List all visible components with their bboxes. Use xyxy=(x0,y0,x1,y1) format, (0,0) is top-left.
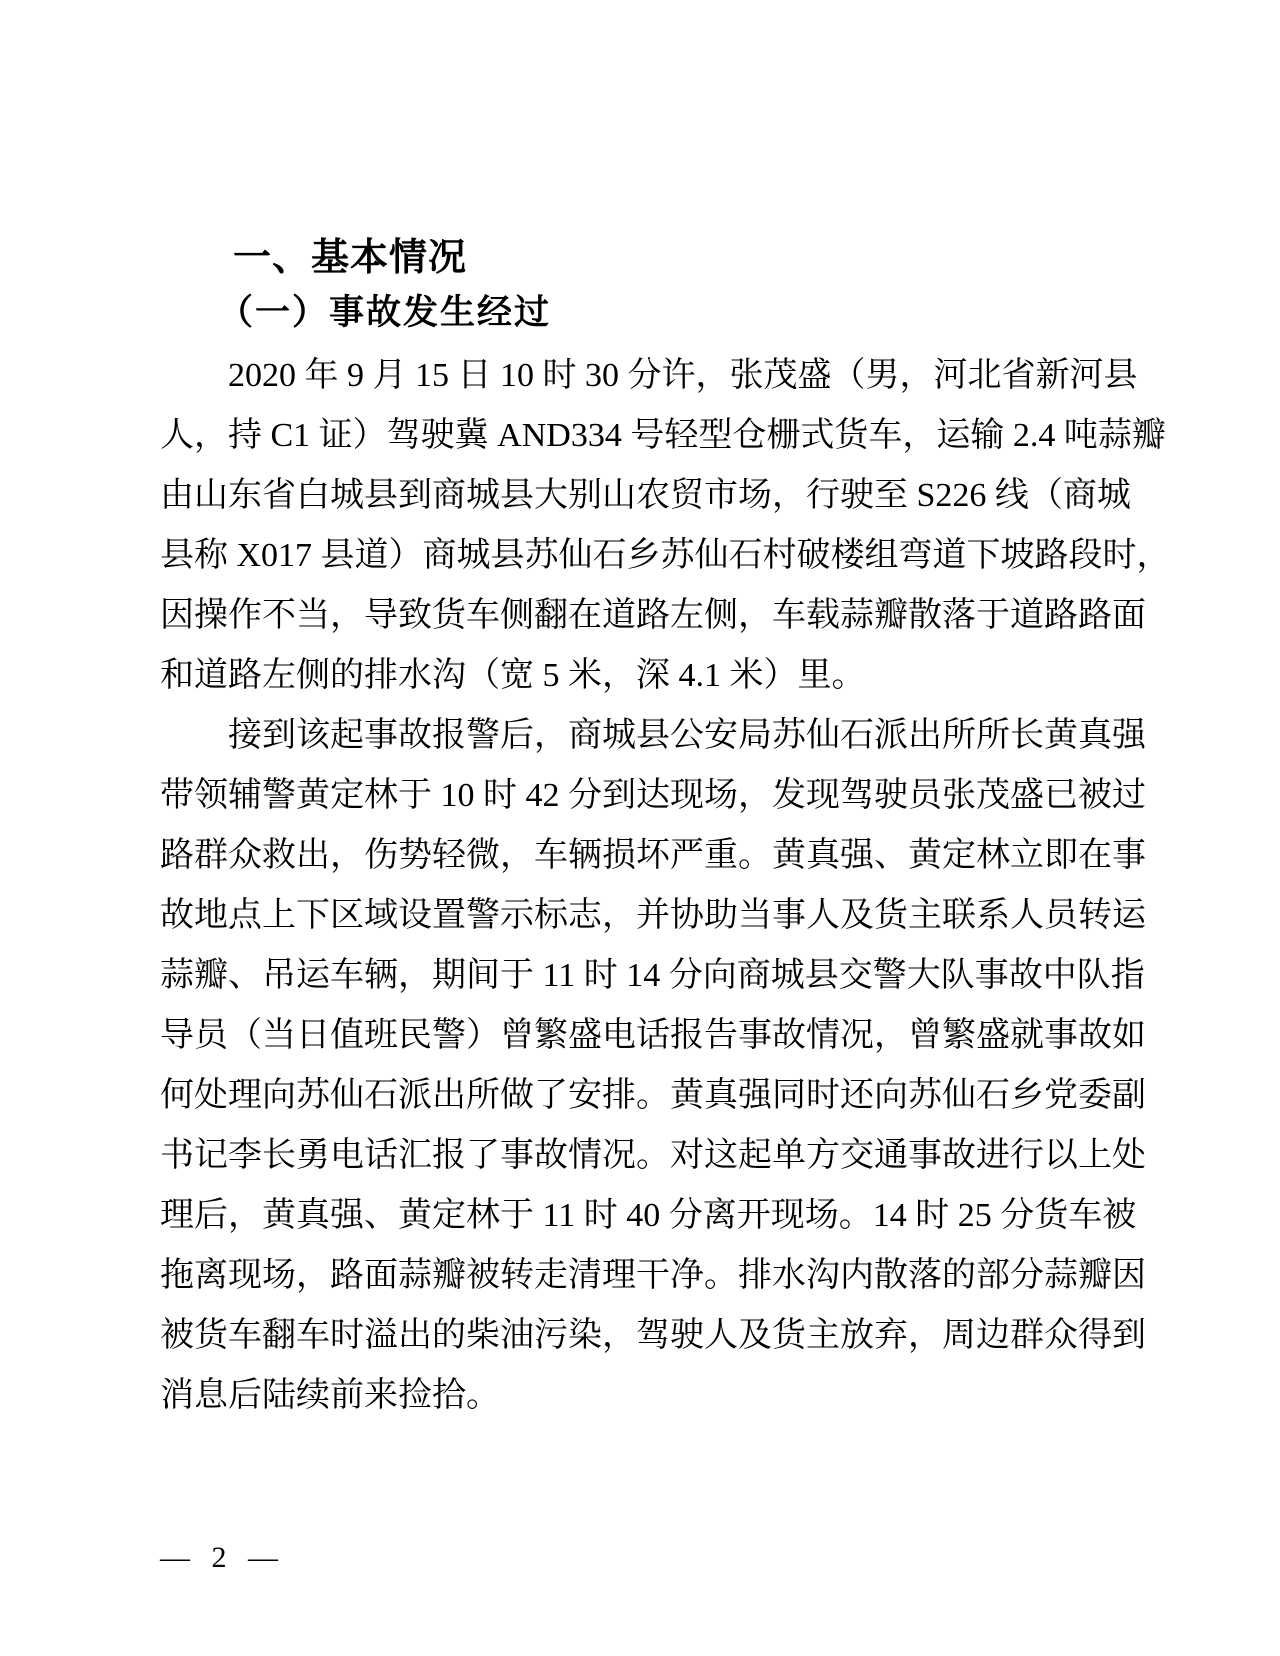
document-body xyxy=(160,235,1171,1426)
text-line: 人，持 C1 证）驾驶冀 AND334 号轻型仓栅式货车，运输 2.4 吨蒜瓣 xyxy=(160,417,1166,454)
text-line: 路群众救出，伤势轻微，车辆损坏严重。黄真强、黄定林立即在事 xyxy=(160,837,1146,874)
text-line: 因操作不当，导致货车侧翻在道路左侧，车载蒜瓣散落于道路路面 xyxy=(160,597,1146,634)
text-line: 县称 X017 县道）商城县苏仙石乡苏仙石村破楼组弯道下坡路段时， xyxy=(160,537,1171,574)
paragraph-police-response xyxy=(160,706,1146,1426)
paragraph-accident-course xyxy=(160,346,1171,706)
section-heading: 一、基本情况 xyxy=(233,237,468,279)
text-line: 书记李长勇电话汇报了事故情况。对这起单方交通事故进行以上处 xyxy=(160,1137,1146,1174)
text-line: 理后，黄真强、黄定林于 11 时 40 分离开现场。14 时 25 分货车被 xyxy=(160,1197,1137,1234)
text-line: 故地点上下区域设置警示标志，并协助当事人及货主联系人员转运 xyxy=(160,897,1146,934)
text-line: 消息后陆续前来捡拾。 xyxy=(160,1377,500,1414)
text-line: 被货车翻车时溢出的柴油污染，驾驶人及货主放弃，周边群众得到 xyxy=(160,1317,1146,1354)
text-line: 导员（当日值班民警）曾繁盛电话报告事故情况，曾繁盛就事故如 xyxy=(160,1017,1146,1054)
subsection-heading: （一）事故发生经过 xyxy=(218,293,552,332)
text-line: 接到该起事故报警后，商城县公安局苏仙石派出所所长黄真强 xyxy=(228,717,1146,754)
text-line: 蒜瓣、吊运车辆，期间于 11 时 14 分向商城县交警大队事故中队指 xyxy=(160,957,1145,994)
text-line: 何处理向苏仙石派出所做了安排。黄真强同时还向苏仙石乡党委副 xyxy=(160,1077,1146,1114)
text-line: 带领辅警黄定林于 10 时 42 分到达现场，发现驾驶员张茂盛已被过 xyxy=(160,777,1146,814)
text-line: 2020 年 9 月 15 日 10 时 30 分许，张茂盛（男，河北省新河县 xyxy=(228,357,1138,394)
page-number: — 2 — xyxy=(160,1541,285,1574)
text-line: 由山东省白城县到商城县大别山农贸市场，行驶至 S226 线（商城 xyxy=(160,477,1131,514)
text-line: 和道路左侧的排水沟（宽 5 米，深 4.1 米）里。 xyxy=(160,657,866,694)
text-line: 拖离现场，路面蒜瓣被转走清理干净。排水沟内散落的部分蒜瓣因 xyxy=(160,1257,1146,1294)
